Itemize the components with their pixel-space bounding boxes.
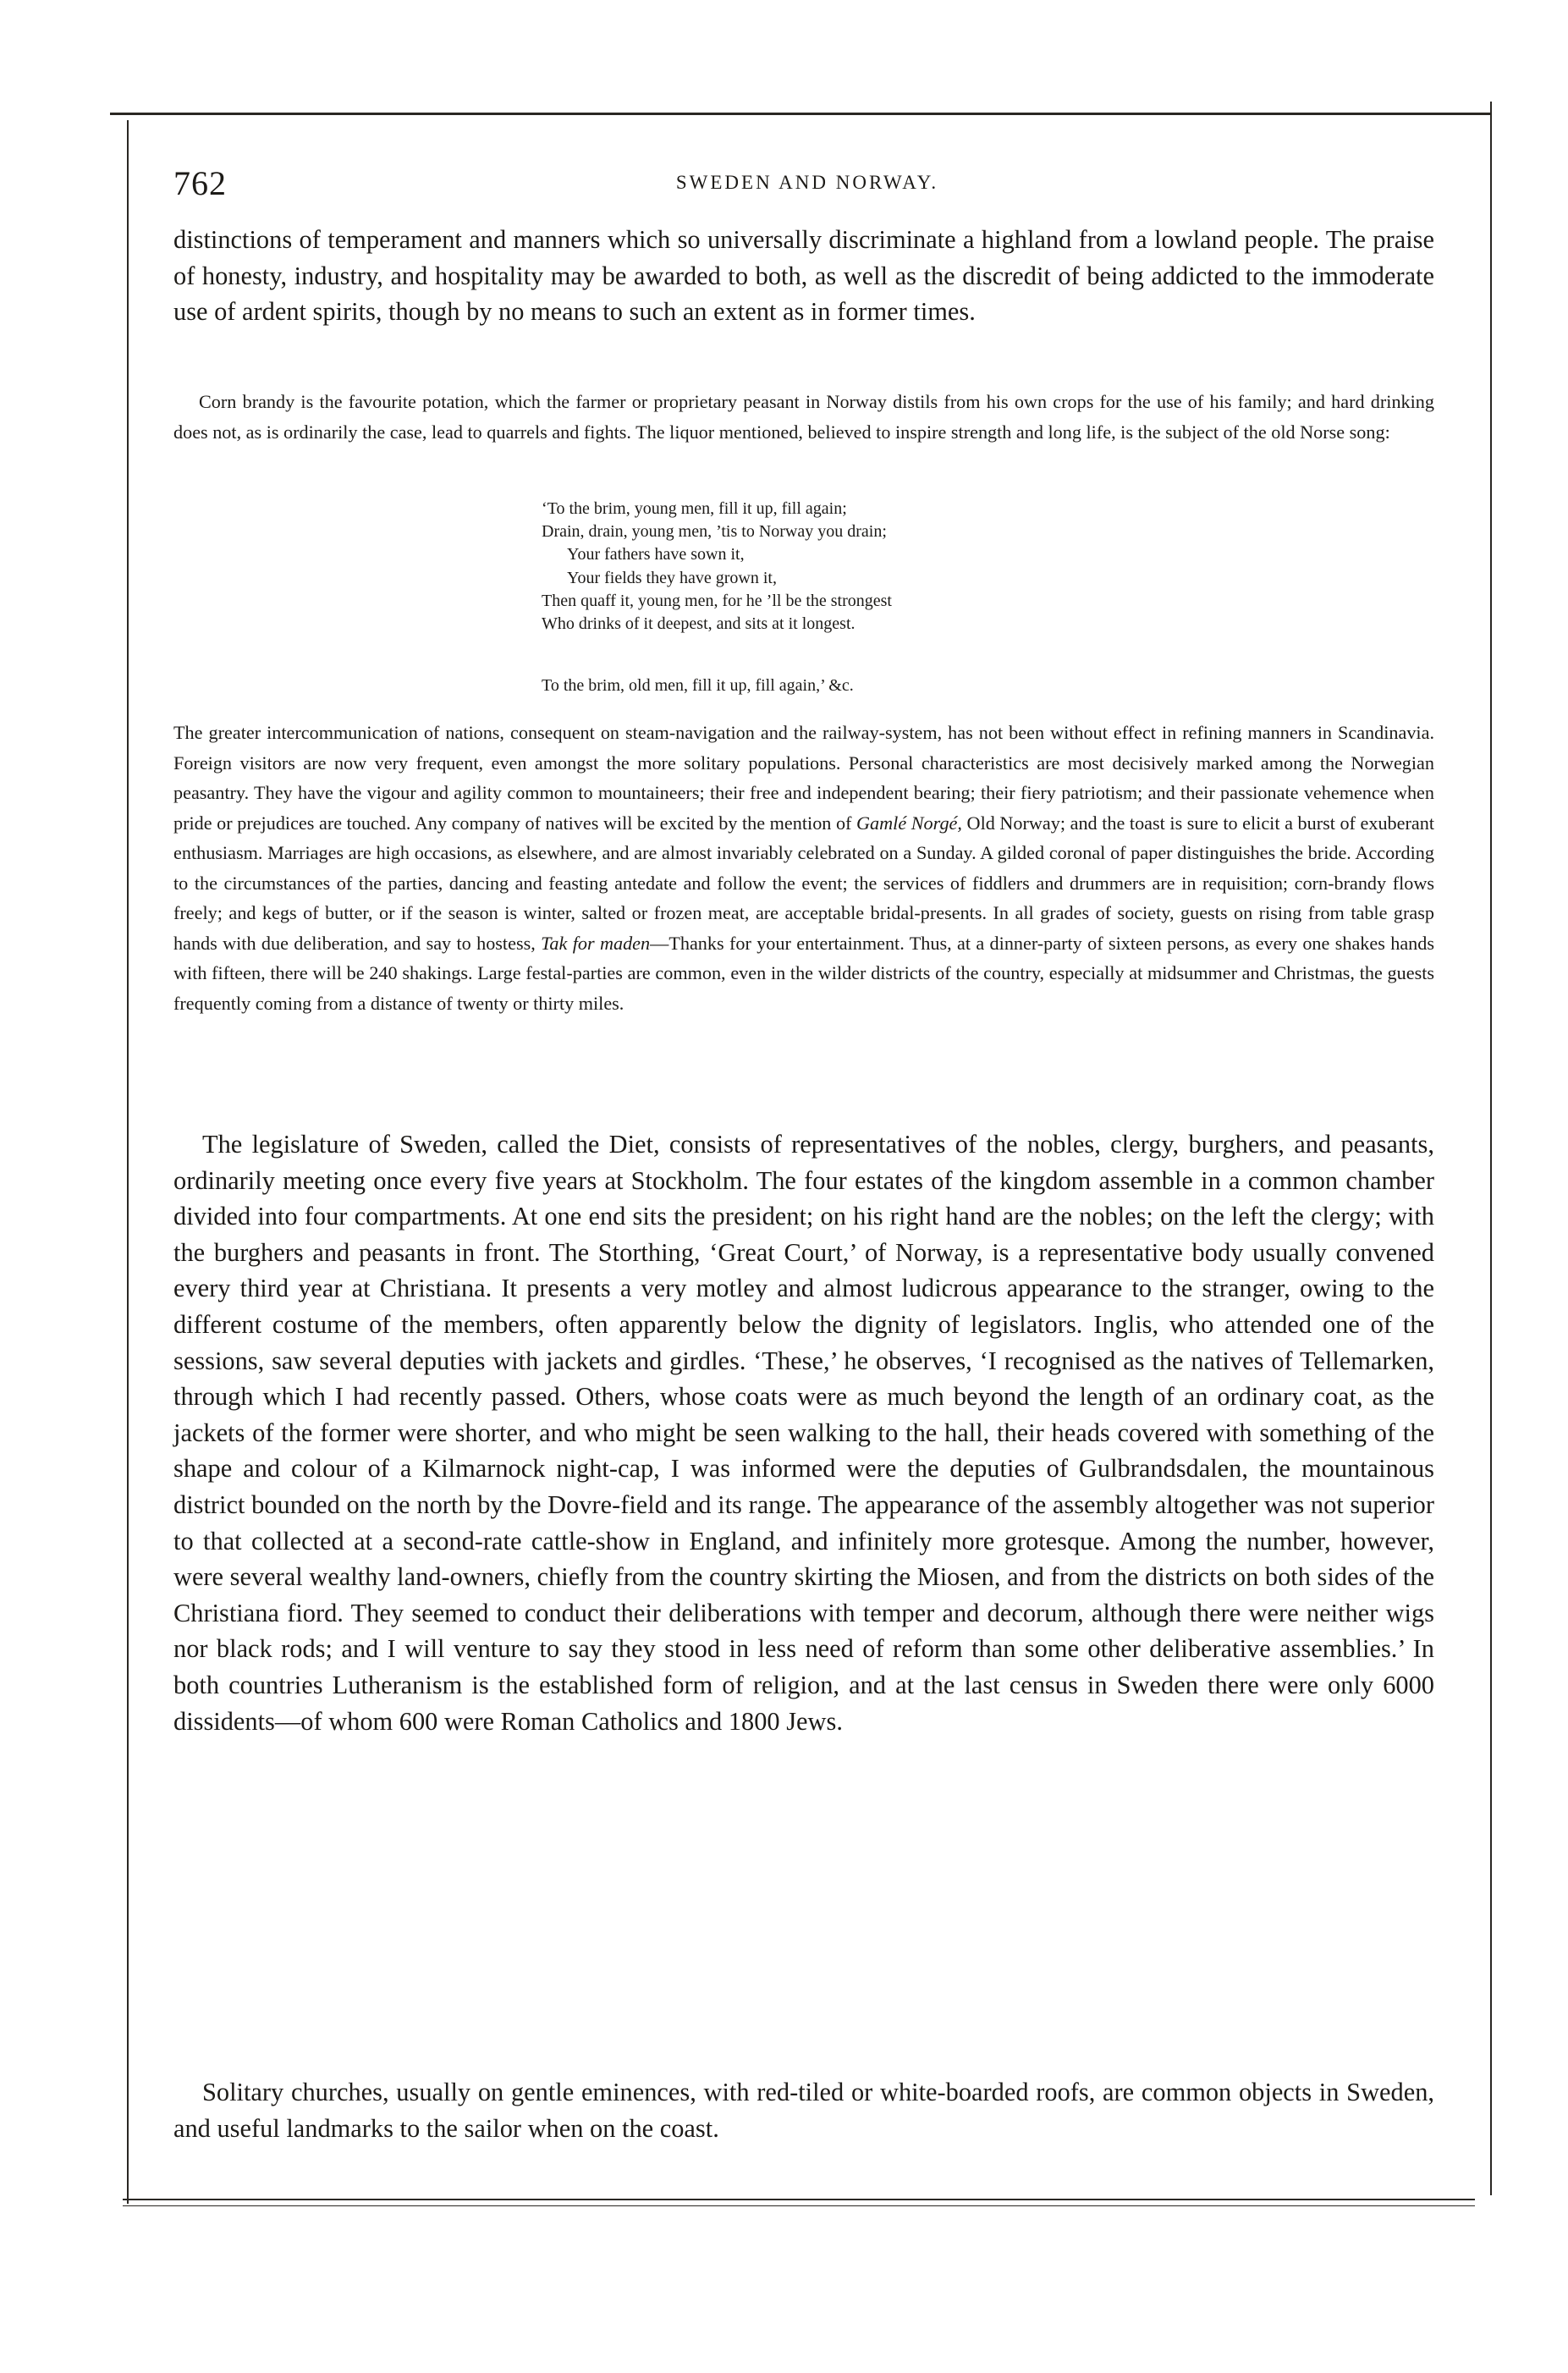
verse-line: ‘To the brim, young men, fill it up, fill again; [542,499,847,518]
verse-line: Your fields they have grown it, [567,568,777,587]
verse-line: Your fathers have sown it, [567,545,745,564]
paragraph-text: distinctions of temperament and manners which so universally discriminate a highland from a lowland people. The praise of honesty, industry, and hospitality may be awarded to both, as well as the discredit of being addicted to the immoderate use of ardent spirits, though by no means to such an extent as in former times. [173,225,1434,327]
paragraph-legislature [173,1126,1434,1739]
text-run: —Thanks for your entertainment. Thus, at a dinner-party of sixteen persons, as every one shakes hands with fifteen, there will be 240 shakings. Large festal-parties are common, even in the wilder districts of the country, especially at midsummer and Christmas, the guests frequently coming from a distance of twenty or thirty miles. [173,932,1434,1014]
italic-phrase: Tak for maden [541,932,651,954]
paragraph-corn-brandy [173,387,1434,447]
top-border-rule [110,113,1492,115]
verse-line: Who drinks of it deepest, and sits at it longest. [542,614,856,634]
verse-line: Drain, drain, young men, ’tis to Norway you drain; [542,522,887,542]
paragraph-intro [173,222,1434,330]
text-run: Old Norway; and the toast is sure to elicit a burst of exuberant enthusiasm. Marriages are high occasions, as elsewhere, and are almost invariably celebrated on a Sunday. A gilded coronal of paper distinguishes the bride. According to the circumstances of the parties, dancing and feasting antedate and follow the event; the services of fiddlers and drummers are in requisition; corn-brandy flows freely; and kegs of butter, or if the season is winter, salted or frozen meat, are acceptable bridal-presents. In all grades of society, guests on rising from table grasp hands with due deliberation, and say to hostess, [173,812,1434,954]
paragraph-manners [173,718,1434,1018]
verse-refrain-line: To the brim, old men, fill it up, fill again,’ &c. [542,676,854,695]
italic-phrase: Gamlé Norgé, [856,812,962,834]
page-number: 762 [173,164,227,202]
paragraph-text: Corn brandy is the favourite potation, which the farmer or proprietary peasant in Norway distils from his own crops for the use of his family; and hard drinking does not, as is ordinarily the case, lead to quarrels and fights. The liquor mentioned, believed to inspire strength and long life, is the subject of the old Norse song: [173,391,1434,443]
right-border-rule [1490,102,1492,2195]
norse-song-verse [542,498,1185,636]
paragraph-text: Solitary churches, usually on gentle eminences, with red-tiled or white-boarded roofs, are common objects in Sweden, and useful landmarks to the sailor when on the coast. [173,2078,1434,2143]
bottom-border-rule-thin [123,2205,1475,2206]
left-border-rule [127,120,129,2204]
verse-refrain [542,674,1185,697]
paragraph-text [173,718,1434,1018]
text-run: The greater intercommunication of nations, consequent on steam-navigation and the railway-system, has not been without effect in refining manners in Scandinavia. Foreign visitors are now very frequent, even amongst the more solitary populations. Personal characteristics are most decisively marked among the Norwegian peasantry. They have the vigour and agility common to mountaineers; their free and independent bearing; their fiery patriotism; and their passionate vehemence when pride or prejudices are touched. Any company of natives will be excited by the mention of [173,722,1434,834]
bottom-border-rule [123,2199,1475,2200]
paragraph-churches [173,2074,1434,2146]
running-head: SWEDEN AND NORWAY. [675,172,939,193]
verse-line: Then quaff it, young men, for he ’ll be the strongest [542,591,892,610]
page-header [173,163,1441,206]
paragraph-text: The legislature of Sweden, called the Diet, consists of representatives of the nobles, clergy, burghers, and peasants, ordinarily meeting once every five years at Stockholm. The four estates of the kingdom assemble in a common chamber divided into four compartments. At one end sits the president; on his right hand are the nobles; on the left the clergy; with the burghers and peasants in front. The Storthing, ‘Great Court,’ of Norway, is a representative body usually convened every third year at Christiana. It presents a very motley and almost ludicrous appearance to the stranger, owing to the different costume of the members, often apparently below the dignity of legislators. Inglis, who attended one of the sessions, saw several deputies with jackets and girdles. ‘These,’ he observes, ‘I recognised as the natives of Tellemarken, through which I had recently passed. Others, whose coats were as much beyond the length of an ordinary coat, as the jackets of the former were shorter, and who might be seen walking to the hall, their heads covered with something of the shape and colour of a Kilmarnock night-cap, I was informed were the deputies of Gulbrandsdalen, the mountainous district bounded on the north by the Dovre-field and its range. The appearance of the assembly altogether was not superior to that collected at a second-rate cattle-show in England, and infinitely more grotesque. Among the number, however, were several wealthy land-owners, chiefly from the country skirting the Miosen, and from the districts on both sides of the Christiana fiord. They seemed to conduct their deliberations with temper and decorum, although there were neither wigs nor black rods; and I will venture to say they stood in less need of reform than some other deliberative assemblies.’ In both countries Lutheranism is the established form of religion, and at the last census in Sweden there were only 6000 dissidents—of whom 600 were Roman Catholics and 1800 Jews. [173,1130,1434,1736]
